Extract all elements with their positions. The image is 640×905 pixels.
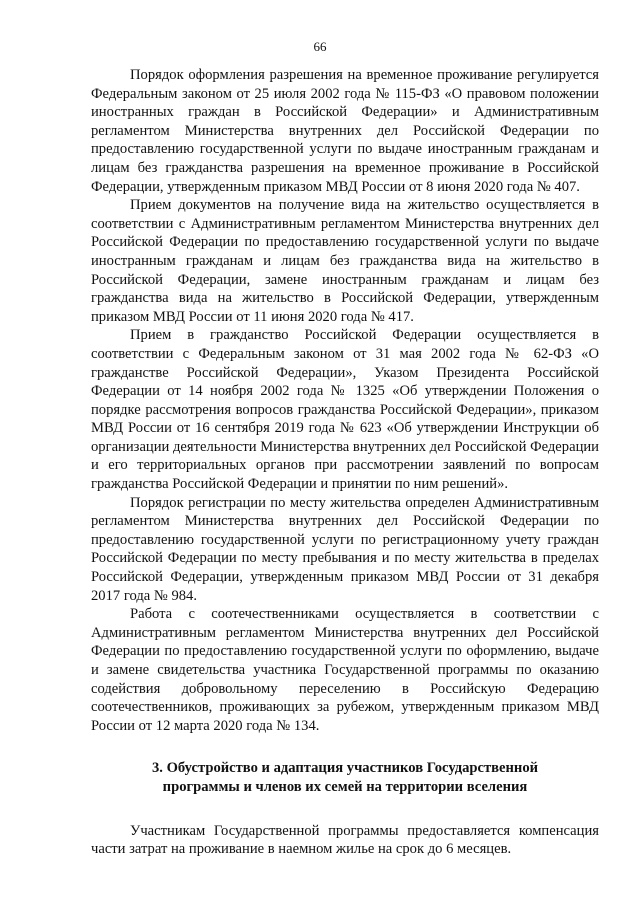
document-body — [91, 66, 599, 859]
paragraph-residence-permit: Прием документов на получение вида на жительство осуществляется в соответствии с Административным регламентом Министерства внутренних дел Российской Федерации по предоставлению государственной услуги по выдаче иностранным гражданам и лицам без гражданства вида на жительство в Российской Федерации, замене иностранным гражданам и лицам без гражданства вида на жительство в Российской Федерации, утвержденным приказом МВД России от 11 июня 2020 года № 417. — [91, 197, 599, 325]
section-heading — [91, 759, 599, 796]
paragraph-citizenship: Прием в гражданство Российской Федерации осуществляется в соответствии с Федеральным законом от 31 мая 2002 года № 62-ФЗ «О гражданстве Российской Федерации», Указом Президента Российской Федерации от 14 ноября 2002 года № 1325 «Об утверждении Положения о порядке рассмотрения вопросов гражданства Российской Федерации», приказом МВД России от 16 сентября 2019 года № 623 «Об утверждении Инструкции об организации деятельности Министерства внутренних дел Российской Федерации и его территориальных органов при рассмотрении заявлений по вопросам гражданства Российской Федерации и принятии по ним решений». — [91, 327, 599, 493]
section-heading-line-1: 3. Обустройство и адаптация участников Государственной — [151, 760, 539, 777]
paragraph-registration: Порядок регистрации по месту жительства определен Административным регламентом Министерства внутренних дел Российской Федерации по предоставлению государственной услуги по регистрационному учету граждан Российской Федерации по месту пребывания и по месту жительства в пределах Российской Федерации, утвержденным приказом МВД России от 31 декабря 2017 года № 984. — [91, 494, 599, 604]
paragraph-housing-compensation: Участникам Государственной программы предоставляется компенсация части затрат на проживание в наемном жилье на срок до 6 месяцев. — [91, 822, 599, 858]
paragraph-compatriots: Работа с соотечественниками осуществляется в соответствии с Административным регламентом Министерства внутренних дел Российской Федерации по предоставлению государственной услуги по оформлению, выдаче и замене свидетельства участника Государственной программы по оказанию содействия добровольному переселению в Российскую Федерацию соотечественников, проживающих за рубежом, утвержденным приказом МВД России от 12 марта 2020 года № 134. — [91, 606, 599, 734]
page-number: 66 — [313, 39, 327, 54]
paragraph-temporary-residence: Порядок оформления разрешения на временное проживание регулируется Федеральным законом от 25 июля 2002 года № 115-ФЗ «О правовом положении иностранных граждан в Российской Федерации» и Административным регламентом Министерства внутренних дел Российской Федерации по предоставлению государственной услуги по выдаче иностранным гражданам и лицам без гражданства разрешения на временное проживание в Российской Федерации, утвержденным приказом МВД России от 8 июня 2020 года № 407. — [91, 67, 599, 195]
section-heading-line-2: программы и членов их семей на территории вселения — [162, 778, 528, 795]
